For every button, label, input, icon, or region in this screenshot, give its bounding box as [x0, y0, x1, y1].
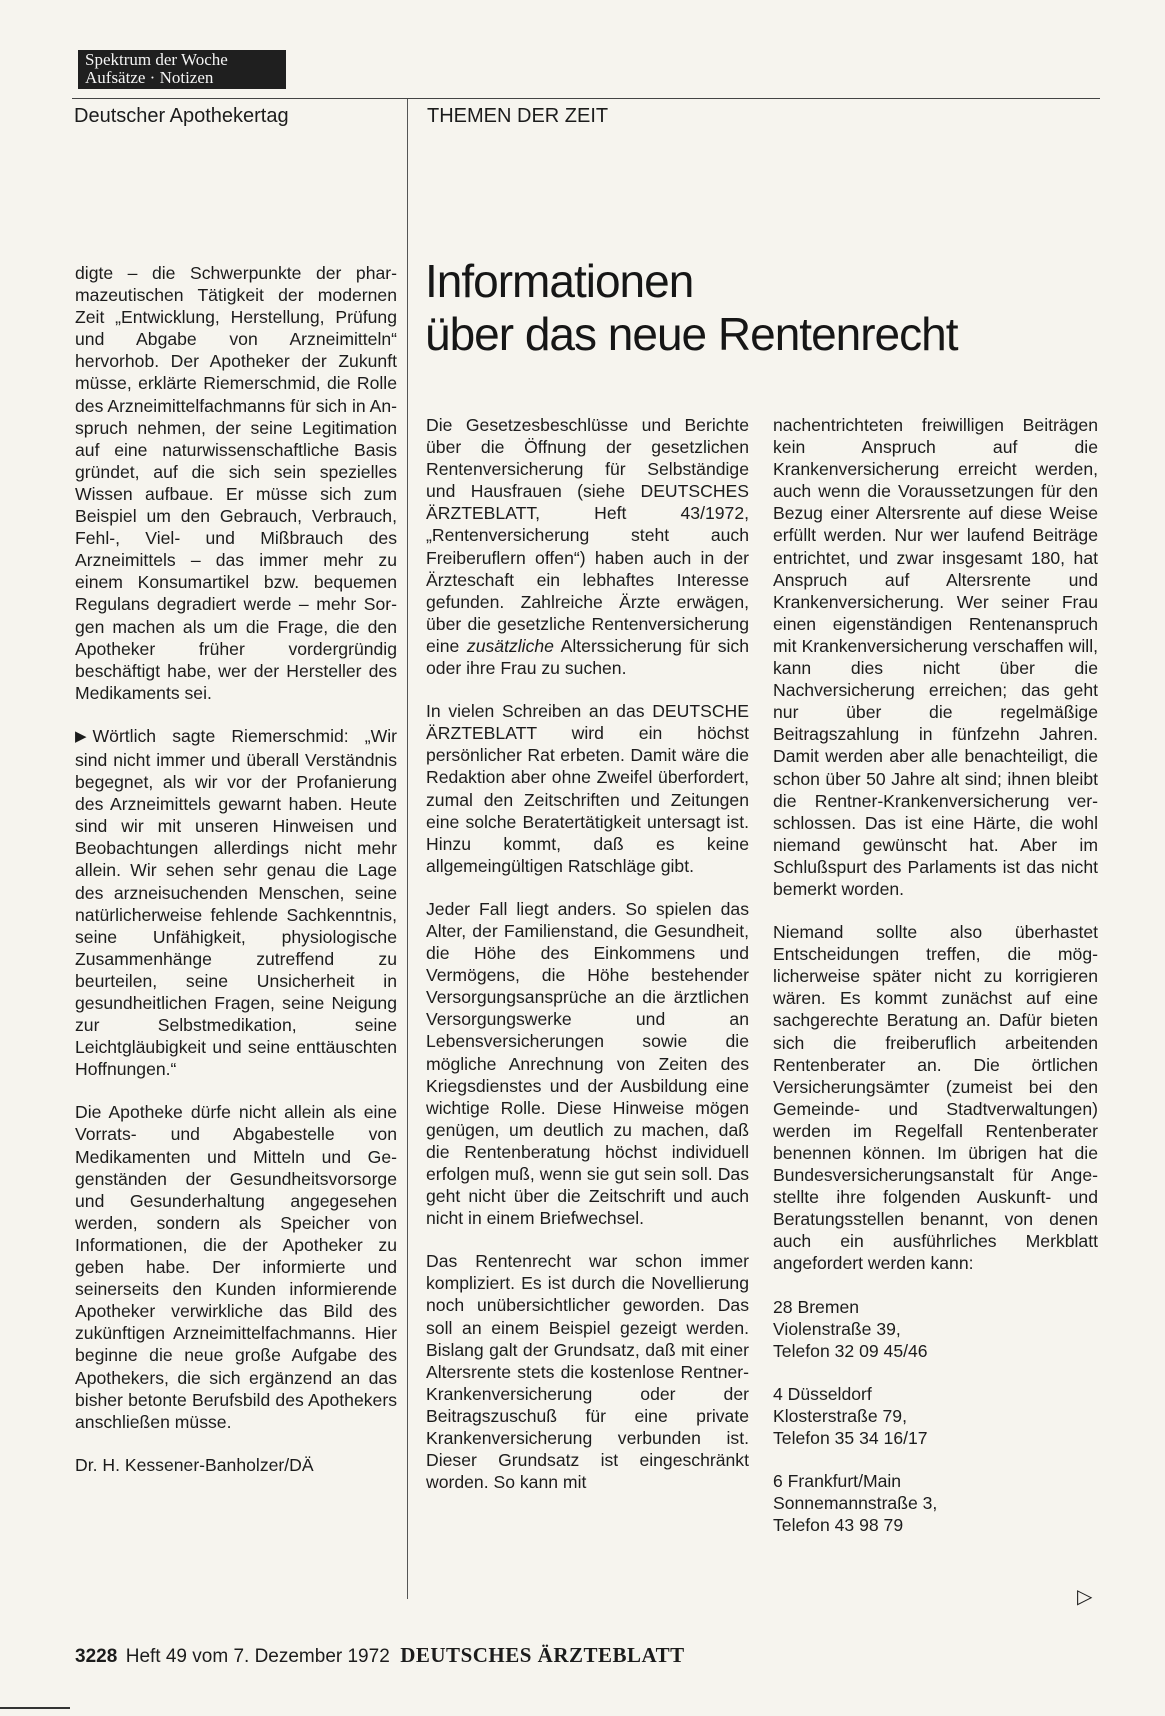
address-bremen [773, 1296, 1098, 1362]
column-right [773, 414, 1098, 1557]
column-left-paragraph-3: Die Apotheke dürfe nicht allein als eine Vorrats- und Abgabestelle von Medikamenten und Mitteln und Gegenständen der Gesundheitsvorsorge und Gesunderhaltung angegesehen werden, sondern als Speicher von Informationen, die der Apotheker zu geben habe. Der informierte und seinerseits den Kunden informierende Apotheker verwirkliche das Bild des zukünftigen Arzneimittelfachmanns. Hier beginne die neue große Aufgabe des Apothekers, die sich ergänzend an das bisher betonte Berufsbild des Apothekers anschließen müsse. [75, 1102, 397, 1432]
column-middle-paragraph-1 [426, 414, 749, 679]
address-phone: Telefon 32 09 45/46 [773, 1340, 928, 1361]
page-number: 3228 [75, 1646, 118, 1667]
address-street: Klosterstraße 79, [773, 1405, 907, 1426]
column-middle-paragraph-2: In vielen Schreiben an das DEUTSCHE ÄRZTEBLATT wird ein höchst persönlicher Rat erbeten. Damit wäre die Redaktion aber ohne Zweifel überfordert, zumal den Zeitschriften und Zeitungen eine solche Beratertätigkeit untersagt ist. Hinzu kommt, daß es keine allgemeingültigen Ratschläge gibt. [426, 701, 749, 876]
column-middle [426, 414, 749, 1514]
address-city: 4 Düsseldorf [773, 1383, 872, 1404]
section-badge-line2: Aufsätze · Notizen [85, 68, 214, 87]
column-left [75, 262, 397, 1497]
quote-text: Wörtlich sagte Riemerschmid: „Wir sind nicht immer und überall Verständnis begegnet, als wir vor der Profanierung des Arzneimittels gewarnt haben. Heute sind wir mit unseren Hinweisen und Beobachtungen allerdings nicht mehr allein. Wir sehen sehr genau die Lage des arzneisuchenden Menschen, seine natürlicherweise fehlende Sachkenntnis, seine Unfähigkeit, physiologische Zusammenhänge zutreffend zu beurteilen, seine Unsicherheit in gesundheitlichen Fragen, seine Neigung zur Selbstmedikation, seine Leichtgläubigkeit und seine enttäuschten Hoffnungen.“ [75, 725, 397, 1080]
column-divider [407, 99, 408, 1599]
column-middle-paragraph-3: Jeder Fall liegt anders. So spielen das Alter, der Familienstand, die Gesundheit, die Höhe des Einkommens und Vermögens, die Höhe bestehender Versorgungsansprüche an die ärztlichen Versorgungswerke und an Lebensversicherungen sowie die mögliche Anrechnung von Zeiten des Kriegsdienstes und der Ausbildung eine wichtige Rolle. Diese Hinweise mögen genügen, um deutlich zu machen, daß die Rentenberatung höchst individuell erfolgen muß, wenn sie gut sein soll. Das geht nicht über die Zeitschrift und auch nicht in einem Briefwechsel. [426, 898, 749, 1229]
emphasis-text: zusätzliche [466, 635, 554, 656]
section-badge [78, 50, 286, 89]
header-rule [72, 98, 1100, 99]
author-byline: Dr. H. Kessener-Banholzer/DÄ [75, 1454, 314, 1475]
journal-name: DEUTSCHES ÄRZTEBLATT [400, 1643, 685, 1667]
paragraph-text: Die Gesetzesbeschlüsse und Berichte über die Öffnung der gesetzlichen Rentenversicherung für Selbständige und Hausfrauen (siehe DEUTSCHES ÄRZTEBLATT, Heft 43/1972, „Rentenversicherung steht auch Freiberuflern offen“) haben auch in der Ärzteschaft ein lebhaftes Interesse gefunden. Zahlreiche Ärzte erwägen, über die gesetzliche Rentenversicherung eine [426, 415, 749, 656]
address-city: 28 Bremen [773, 1296, 860, 1317]
column-right-paragraph-1: nachentrichteten freiwilligen Beiträgen kein Anspruch auf die Krankenversicherung erreicht werden, auch wenn die Voraussetzungen für den Bezug einer Altersrente auf diese Weise erfüllt werden. Nur wer laufend Beiträge entrichtet, und zwar insgesamt 180, hat Anspruch auf Altersrente und Krankenversicherung. Wer seiner Frau einen eigenständigen Rentenanspruch mit Krankenversicherung verschaffen will, kann dies nicht über die Nachversicherung erreichen; das geht nur über die regelmäßige Beitragszahlung in fünfzehn Jahren. Damit werden aber alle benachteiligt, die schon über 50 Jahre alt sind; ihnen bleibt die Rentner-Krankenversicherung verschlossen. Das ist eine Härte, die wohl niemand gewünscht hat. Aber im Schlußspurt des Parlaments ist das nicht bemerkt worden. [773, 415, 1098, 899]
paragraph-text-end: Alterssicherung für sich oder ihre Frau zu suchen. [426, 635, 749, 679]
bullet-icon: ▶ [75, 727, 87, 745]
headline-line2: über das neue Rentenrecht [425, 308, 958, 360]
section-badge-line1: Spektrum der Woche [85, 50, 228, 69]
rubric-left: Deutscher Apothekertag [74, 105, 289, 127]
address-city: 6 Frankfurt/Main [773, 1471, 902, 1492]
column-left-paragraph-1: digte – die Schwerpunkte der pharmazeutischen Tätigkeit der modernen Zeit „Entwicklung, Herstellung, Prüfung und Abgabe von Arzneimitteln“ hervorhob. Der Apotheker der Zukunft müsse, erklärte Riemerschmid, die Rolle des Arzneimittelfachmanns für sich in Anspruch nehmen, der seine Legitimation auf eine naturwissenschaftliche Basis gründet, auf die sich sein spezielles Wissen aufbaue. Er müsse sich zum Beispiel um den Gebrauch, Verbrauch, Fehl-, Viel- und Mißbrauch des Arzneimittels – das immer mehr zu einem Konsumartikel bzw. bequemen Regulans degradiert werde – mehr Sorgen machen als um die Frage, die den Apotheker früher vordergründig beschäftigt habe, wer der Hersteller des Medikaments sei. [75, 263, 397, 703]
address-frankfurt [773, 1470, 1098, 1536]
continue-arrow-icon: ▷ [1077, 1586, 1093, 1608]
address-street: Sonnemannstraße 3, [773, 1493, 938, 1514]
address-duesseldorf [773, 1383, 1098, 1449]
rubric-right: THEMEN DER ZEIT [427, 105, 609, 127]
article-headline [425, 255, 1065, 361]
column-right-paragraph-2: Niemand sollte also überhastet Entscheidungen treffen, die möglicherweise später nicht zu korrigieren wären. Es kommt zunächst auf eine sachgerechte Beratung an. Dafür bieten sich die freiberuflich arbeitenden Rentenberater an. Die örtlichen Versicherungsämter (zumeist bei den Gemeinde- und Stadtverwaltungen) werden im Regelfall Rentenberater benennen können. Im übrigen hat die Bundesversicherungsanstalt für Angestellte ihre folgenden Auskunft- und Beratungsstellen benannt, von denen auch ein ausführliches Merkblatt angefordert werden kann: [773, 922, 1098, 1274]
address-street: Violenstraße 39, [773, 1318, 901, 1339]
page-footer [75, 1643, 685, 1668]
headline-line1: Informationen [425, 255, 694, 307]
footer-rule [0, 1707, 70, 1709]
column-middle-paragraph-4: Das Rentenrecht war schon immer kompliziert. Es ist durch die Novellierung noch unübersichtlicher geworden. Das soll an einem Beispiel gezeigt werden. Bislang galt der Grundsatz, daß mit einer Altersrente stets die kostenlose Rentner-Krankenversicherung oder der Beitragszuschuß für eine private Krankenversicherung verbunden ist. Dieser Grundsatz ist eingeschränkt worden. So kann mit [426, 1251, 749, 1493]
address-phone: Telefon 35 34 16/17 [773, 1428, 928, 1449]
issue-info: Heft 49 vom 7. Dezember 1972 [125, 1646, 390, 1667]
column-left-paragraph-2 [75, 725, 397, 1081]
address-phone: Telefon 43 98 79 [773, 1515, 904, 1536]
